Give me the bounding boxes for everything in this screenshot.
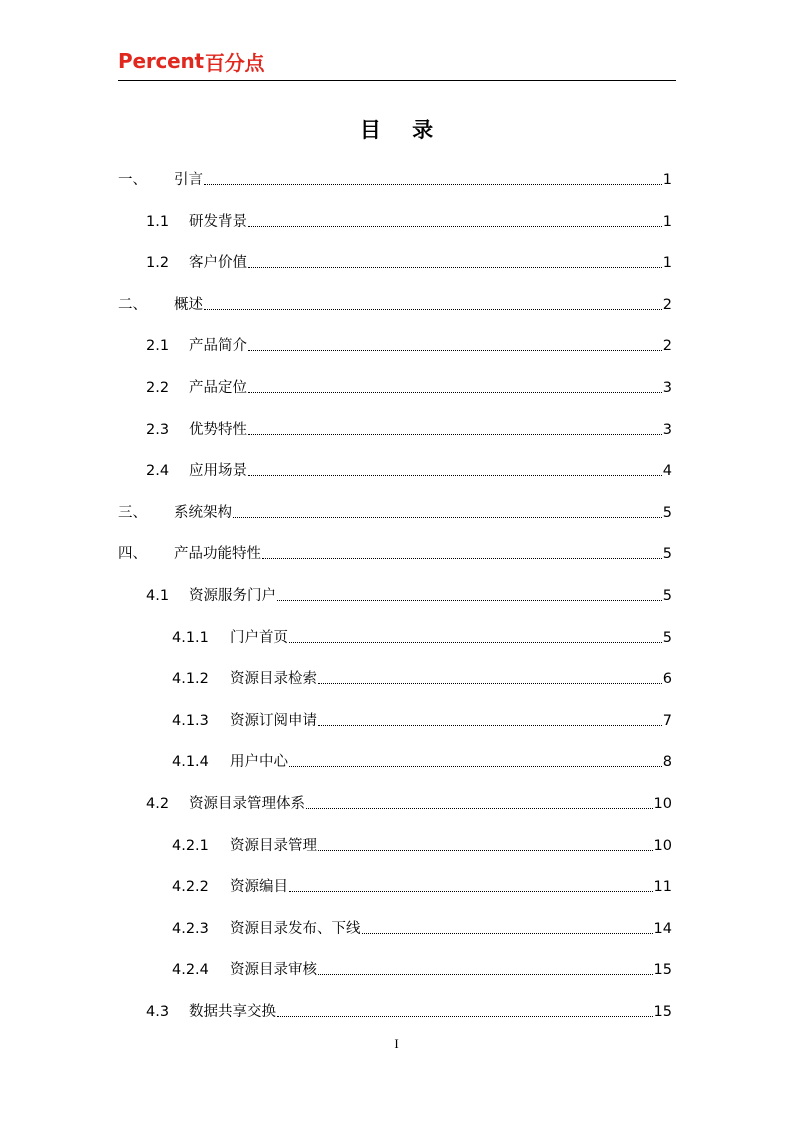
toc-dot-leader: [318, 711, 662, 731]
toc-entry-number: 4.2.3: [172, 921, 209, 937]
toc-entry[interactable]: [172, 752, 672, 772]
toc-dot-leader: [233, 503, 662, 523]
toc-entry[interactable]: [146, 586, 672, 606]
toc-entry-page: 5: [662, 505, 672, 521]
toc-dot-leader: [248, 336, 662, 356]
toc-entry-page: 5: [662, 630, 672, 646]
toc-entry-title: 产品功能特性: [174, 546, 261, 562]
toc-entry-number: 4.2.2: [172, 879, 209, 895]
toc-entry-title: 资源目录管理体系: [189, 796, 305, 812]
toc-entry-page: 14: [653, 921, 672, 937]
toc-dot-leader: [248, 212, 662, 232]
toc-entry[interactable]: [118, 170, 672, 190]
toc-dot-leader: [289, 877, 653, 897]
toc-entry[interactable]: [146, 1002, 672, 1022]
toc-entry-number: 4.1.1: [172, 630, 209, 646]
toc-entry-title: 客户价值: [189, 255, 247, 271]
toc-entry-title: 数据共享交换: [189, 1004, 276, 1020]
toc-entry-title: 资源编目: [230, 879, 288, 895]
toc-entry[interactable]: [172, 711, 672, 731]
toc-entry[interactable]: [146, 336, 672, 356]
toc-entry-number: 4.2.4: [172, 962, 209, 978]
toc-title: 目 录: [359, 118, 446, 142]
toc-entry[interactable]: [118, 544, 672, 564]
toc-entry-number: 二、: [118, 297, 147, 313]
toc-entry-title: 产品定位: [189, 380, 247, 396]
toc-entry-number: 四、: [118, 546, 147, 562]
toc-entry-title: 门户首页: [230, 630, 288, 646]
toc-entry-number: 三、: [118, 505, 147, 521]
toc-entry[interactable]: [146, 794, 672, 814]
toc-entry[interactable]: [146, 378, 672, 398]
toc-entry-page: 1: [662, 255, 672, 271]
toc-entry-page: 6: [662, 671, 672, 687]
toc-entry-page: 3: [662, 422, 672, 438]
toc-dot-leader: [262, 544, 662, 564]
toc-dot-leader: [318, 960, 653, 980]
toc-entry[interactable]: [146, 420, 672, 440]
toc-entry-title: 资源订阅申请: [230, 713, 317, 729]
toc-dot-leader: [248, 461, 662, 481]
toc-entry-page: 11: [653, 879, 672, 895]
toc-entry-page: 1: [662, 214, 672, 230]
toc-entry-page: 15: [653, 1004, 672, 1020]
toc-entry[interactable]: [172, 836, 672, 856]
toc-entry-number: 1.2: [146, 255, 170, 271]
toc-entry[interactable]: [172, 877, 672, 897]
toc-entry-number: 1.1: [146, 214, 170, 230]
page-number: I: [394, 1036, 399, 1051]
toc-entry-number: 2.3: [146, 422, 170, 438]
toc-entry-page: 8: [662, 754, 672, 770]
toc-entry-title: 资源目录管理: [230, 838, 317, 854]
toc-entry-title: 系统架构: [174, 505, 232, 521]
toc-dot-leader: [318, 836, 653, 856]
toc-entry[interactable]: [146, 461, 672, 481]
toc-entry[interactable]: [118, 503, 672, 523]
toc-dot-leader: [318, 669, 662, 689]
toc-entry[interactable]: [172, 919, 672, 939]
toc-dot-leader: [248, 378, 662, 398]
toc-dot-leader: [289, 628, 662, 648]
toc-entry-title: 引言: [174, 172, 203, 188]
toc-entry-page: 1: [662, 172, 672, 188]
toc-dot-leader: [289, 752, 662, 772]
toc-entry-title: 资源目录发布、下线: [230, 921, 361, 937]
toc-entry-number: 2.2: [146, 380, 170, 396]
toc-entry-number: 2.1: [146, 338, 170, 354]
toc-entry-page: 2: [662, 297, 672, 313]
toc-dot-leader: [248, 253, 662, 273]
toc-entry-title: 优势特性: [189, 422, 247, 438]
logo-english-text: Percent: [118, 49, 204, 73]
toc-entry[interactable]: [172, 628, 672, 648]
toc-dot-leader: [277, 1002, 653, 1022]
toc-dot-leader: [306, 794, 653, 814]
toc-entry-number: 4.1.3: [172, 713, 209, 729]
toc-entry-title: 资源目录审核: [230, 962, 317, 978]
toc-entry-number: 一、: [118, 172, 147, 188]
toc-entry-title: 产品简介: [189, 338, 247, 354]
toc-entry[interactable]: [172, 669, 672, 689]
logo-chinese-text: 百分点: [204, 50, 265, 75]
toc-entry-number: 4.2.1: [172, 838, 209, 854]
toc-entry-title: 研发背景: [189, 214, 247, 230]
toc-entry[interactable]: [146, 253, 672, 273]
toc-entry-title: 概述: [174, 297, 203, 313]
toc-entry-title: 资源目录检索: [230, 671, 317, 687]
toc-dot-leader: [362, 919, 653, 939]
toc-entry-number: 2.4: [146, 463, 170, 479]
toc-entry[interactable]: [118, 295, 672, 315]
toc-entry-number: 4.1: [146, 588, 170, 604]
toc-entry-number: 4.1.2: [172, 671, 209, 687]
toc-entry-title: 资源服务门户: [189, 588, 276, 604]
toc-dot-leader: [248, 420, 662, 440]
toc-entry-page: 15: [653, 962, 672, 978]
toc-entry-number: 4.1.4: [172, 754, 209, 770]
toc-entry-page: 2: [662, 338, 672, 354]
toc-dot-leader: [204, 295, 662, 315]
toc-entry-page: 4: [662, 463, 672, 479]
toc-entry[interactable]: [172, 960, 672, 980]
toc-dot-leader: [204, 170, 662, 190]
toc-entry-page: 5: [662, 546, 672, 562]
toc-entry-number: 4.2: [146, 796, 170, 812]
toc-entry[interactable]: [146, 212, 672, 232]
toc-entry-page: 10: [653, 796, 672, 812]
toc-entry-page: 3: [662, 380, 672, 396]
toc-entry-title: 用户中心: [230, 754, 288, 770]
toc-entry-number: 4.3: [146, 1004, 170, 1020]
toc-entry-page: 7: [662, 713, 672, 729]
toc-entry-title: 应用场景: [189, 463, 247, 479]
toc-entry-page: 5: [662, 588, 672, 604]
toc-entry-page: 10: [653, 838, 672, 854]
toc-dot-leader: [277, 586, 662, 606]
